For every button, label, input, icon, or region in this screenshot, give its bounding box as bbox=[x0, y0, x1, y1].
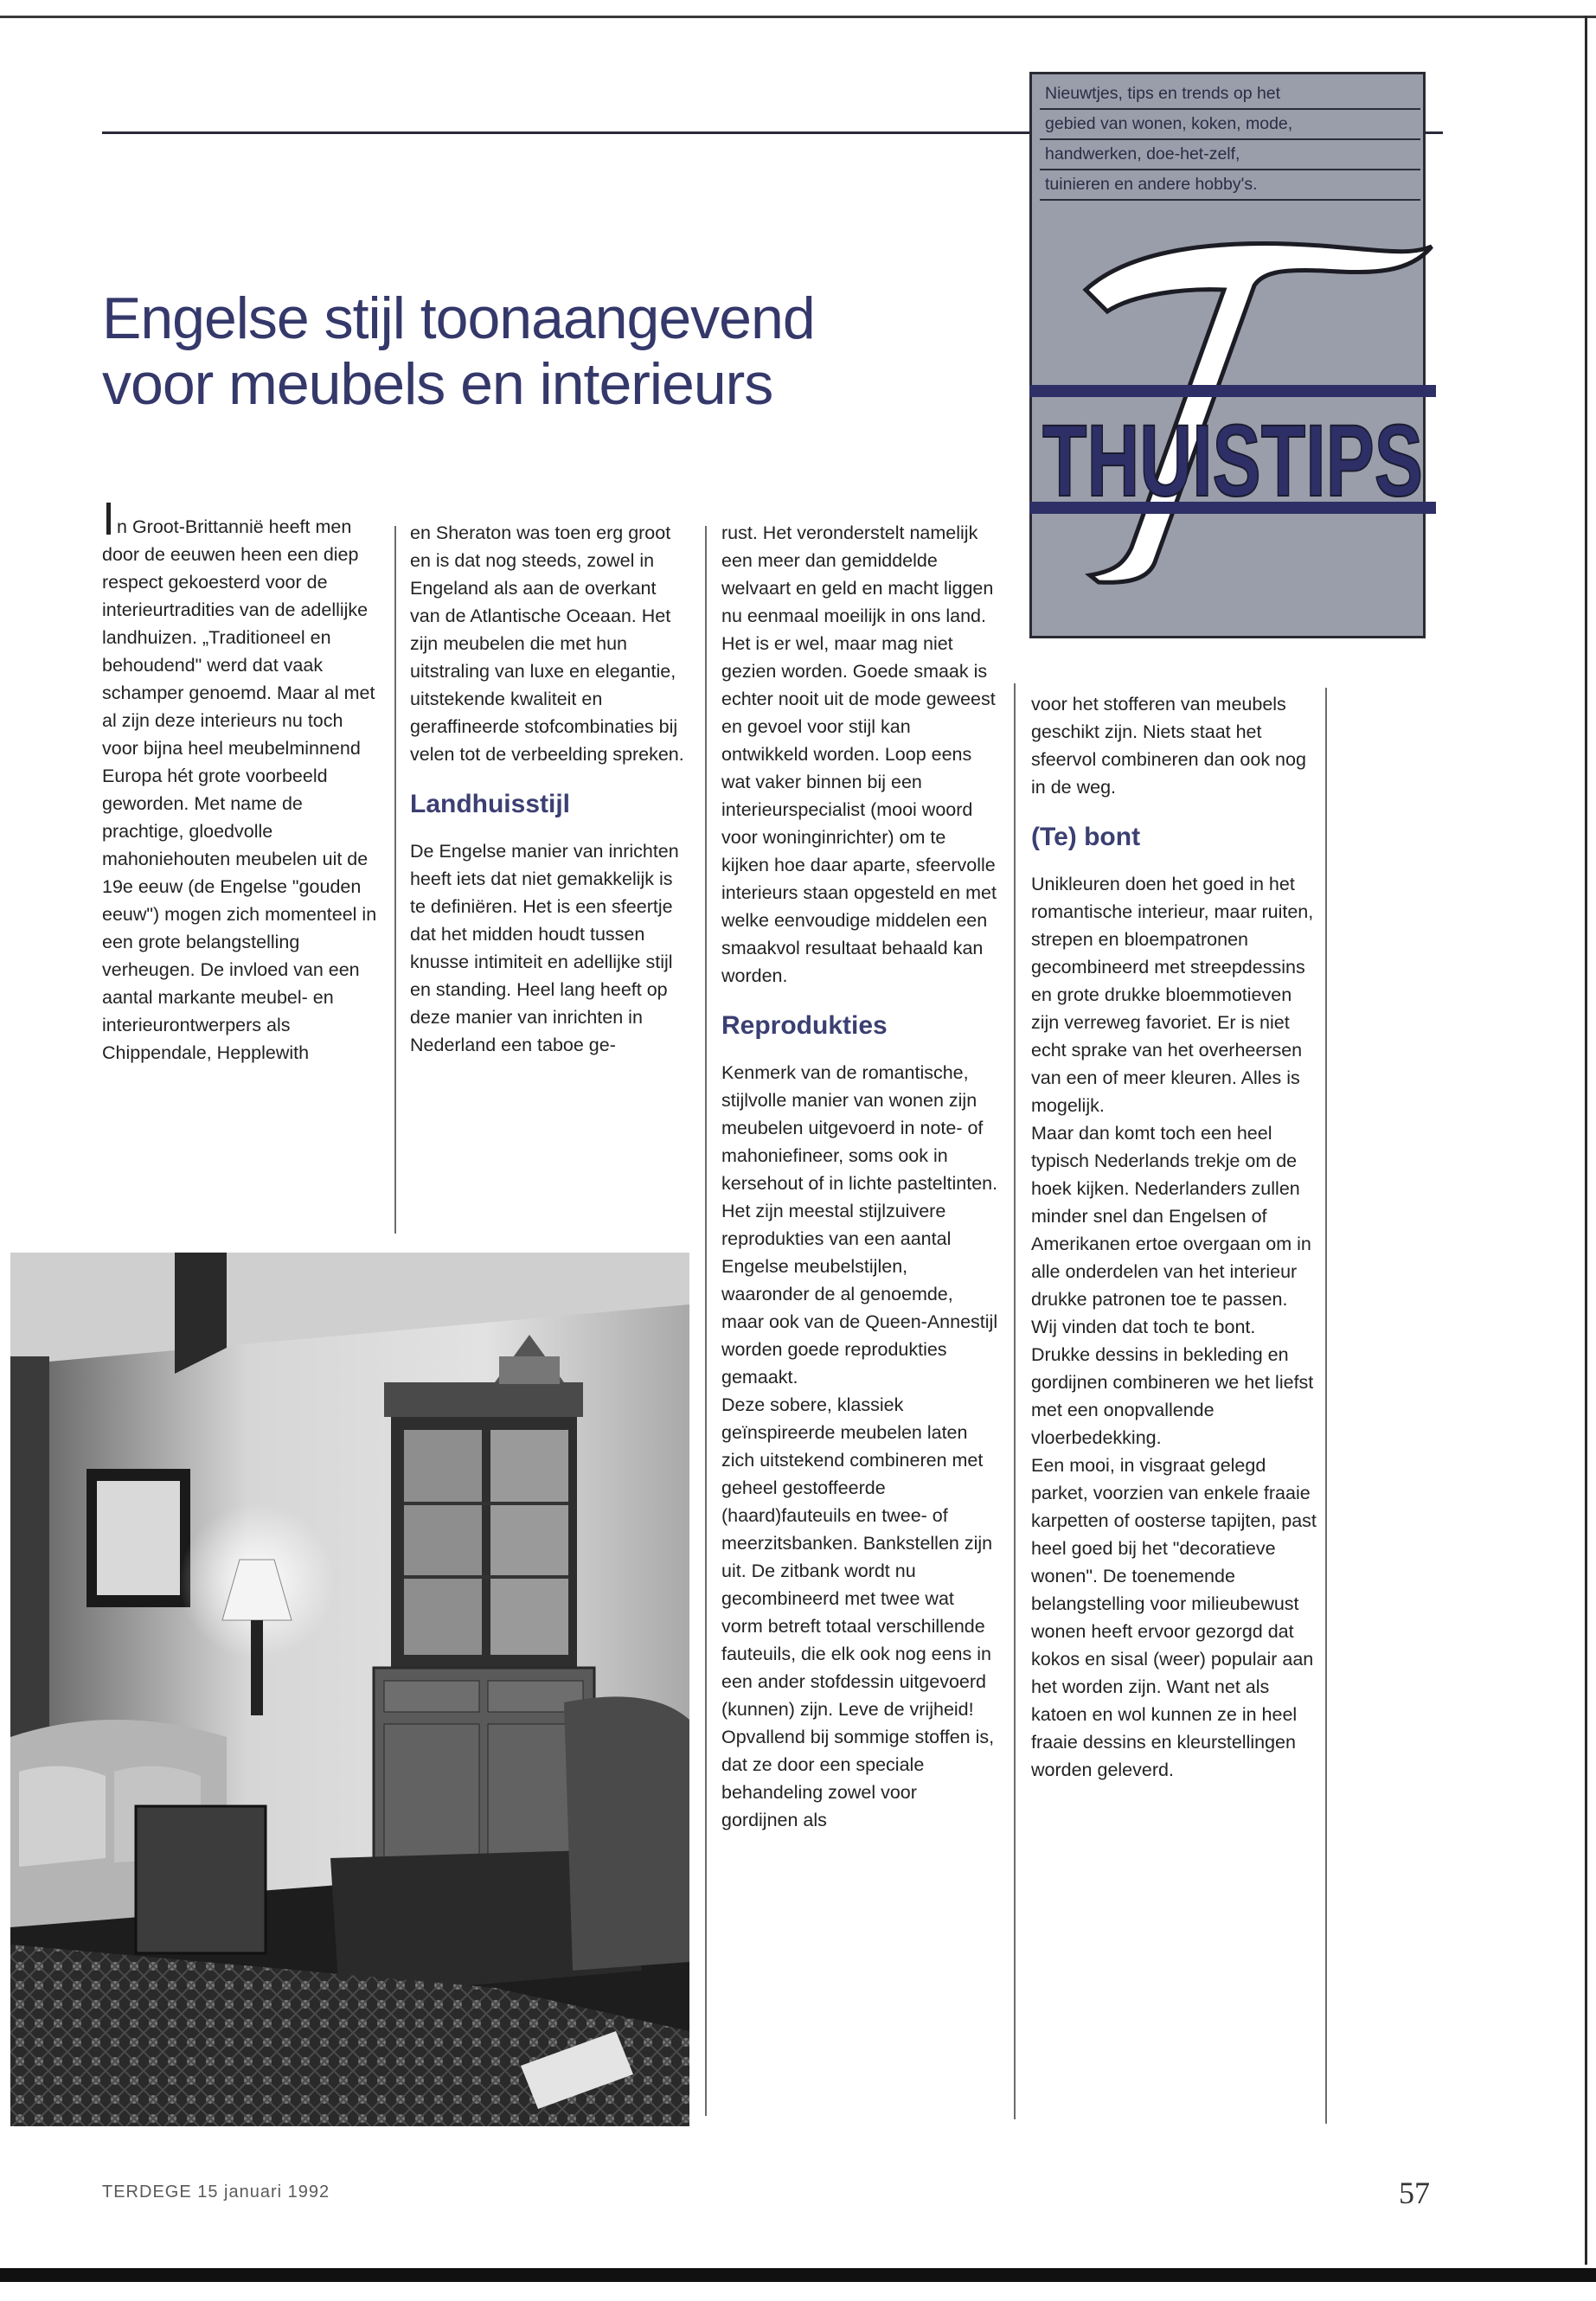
photo-cabinet-glass-right bbox=[490, 1430, 568, 1655]
drop-cap: I bbox=[102, 493, 116, 545]
photo-cabinet-crown bbox=[384, 1382, 583, 1417]
article-column-4 bbox=[1031, 690, 1317, 1784]
logo-bar-top bbox=[1029, 385, 1436, 397]
photo-picture bbox=[97, 1481, 180, 1595]
paragraph: en Sheraton was toen erg groot en is dat nog steeds, zowel in Engeland als aan de overkant van de Atlantische Oceaan. Het zijn meubelen die met hun uitstraling van luxe en elegantie, uitstekende kwaliteit en geraffineerde stofcombinaties bij velen tot de verbeelding spreken. bbox=[410, 522, 684, 765]
subheading-landhuisstijl: Landhuisstijl bbox=[410, 790, 571, 818]
paragraph: Kenmerk van de romantische, stijlvolle manier van wonen zijn meubelen uitgevoerd in note- of mahoniefineer, soms ook in kersehout of in lichte pasteltinten. Het zijn meestal stijlzuivere reprodukties van een aantal Engelse meubelstijlen, waaronder de al genoemde, maar ook van de Queen-Annestijl worden goede reprodukties gemaakt. bbox=[721, 1062, 998, 1388]
tagline-line: handwerken, doe-het-zelf, bbox=[1040, 140, 1420, 170]
photo-cabinet-drawer bbox=[384, 1681, 479, 1712]
column-rule bbox=[705, 526, 707, 2116]
tagline-line: Nieuwtjes, tips en trends op het bbox=[1040, 80, 1420, 110]
headline-line-2: voor meubels en interieurs bbox=[102, 351, 773, 417]
article-column-3 bbox=[721, 519, 998, 1834]
article-headline bbox=[102, 285, 1010, 417]
column-rule bbox=[394, 526, 396, 1234]
page-frame-bottom bbox=[0, 2268, 1596, 2282]
headline-line-1: Engelse stijl toonaangevend bbox=[102, 285, 815, 351]
tagline-line: tuinieren en andere hobby's. bbox=[1040, 170, 1420, 201]
paragraph: Een mooi, in visgraat gelegd parket, voorzien van enkele fraaie karpetten of oosterse tapijten, past heel goed bij het "decoratieve wonen". De toenemende belangstelling voor milieubewust wonen heeft ervoor gezorgd dat kokos en sisal (weer) populair aan het worden zijn. Want net als katoen en wol kunnen ze in heel fraaie dessins en kleurstellingen worden geleverd. bbox=[1031, 1455, 1317, 1780]
photo-armchair bbox=[564, 1696, 689, 1971]
tagline-line: gebied van wonen, koken, mode, bbox=[1040, 110, 1420, 140]
logo-wordmark: THUISTIPS bbox=[1042, 404, 1423, 518]
paragraph: Deze sobere, klassiek geïnspireerde meubelen laten zich uitstekend combineren met geheel gestoffeerde (haard)fauteuils en twee- of meerzitsbanken. Bankstellen zijn uit. De zitbank wordt nu gecombineerd met twee wat vorm betreft totaal verschillende fauteuils, die elk ook nog eens in een ander stofdessin uitgevoerd (kunnen) zijn. Leve de vrijheid! Opvallend bij sommige stoffen is, dat ze door een speciale behandeling zowel voor gordijnen als bbox=[721, 1394, 995, 1830]
interior-photo bbox=[10, 1253, 689, 2126]
paragraph: rust. Het veronderstelt namelijk een meer dan gemiddelde welvaart en geld en macht liggen nu eenmaal moeilijk in ons land. Het is er wel, maar mag niet gezien worden. Goede smaak is echter nooit uit de mode geweest en gevoel voor stijl kan ontwikkeld worden. Loop eens wat vaker binnen bij een interieurspecialist (mooi woord voor woninginrichter) om te kijken hoe daar aparte, sfeervolle interieurs staan opgesteld en met welke eenvoudige middelen een smaakvol resultaat behaald kan worden. bbox=[721, 522, 997, 986]
footer-publication: TERDEGE 15 januari 1992 bbox=[102, 2182, 330, 2202]
column-rule bbox=[1014, 683, 1016, 2119]
article-column-1 bbox=[102, 493, 379, 1067]
thuistips-tagline bbox=[1040, 80, 1420, 201]
page-frame-top bbox=[0, 16, 1596, 18]
photo-dollhouse bbox=[499, 1356, 560, 1384]
photo-cushion bbox=[19, 1766, 106, 1867]
subheading-te-bont: (Te) bont bbox=[1031, 823, 1141, 851]
paragraph-text: n Groot-Brittannië heeft men door de eeuwen heen een diep respect gekoesterd voor de interieurtradities van de adellijke landhuizen. „Traditioneel en behoudend" werd dat vaak schamper genoemd. Maar al met al zijn deze interieurs nu toch voor bijna heel meubelminnend Europa hét grote voorbeeld geworden. Met name de prachtige, gloedvolle mahoniehouten meubelen uit de 19e eeuw (de Engelse "gouden eeuw") mogen zich momenteel in een grote belangstelling verheugen. De invloed van een aantal markante meubel- en interieurontwerpers als Chippendale, Hepplewith bbox=[102, 516, 377, 1063]
paragraph: Unikleuren doen het goed in het romantische interieur, maar ruiten, strepen en bloempatronen gecombineerd met streepdessins en grote drukke bloemmotieven zijn verreweg favoriet. Er is niet echt sprake van het overheersen van een of meer kleuren. Alles is mogelijk. bbox=[1031, 874, 1314, 1116]
photo-lamp-base bbox=[251, 1620, 263, 1715]
column-rule bbox=[1325, 688, 1327, 2124]
page-number: 57 bbox=[1399, 2176, 1430, 2210]
article-column-2 bbox=[410, 519, 687, 1059]
subheading-reprodukties: Reprodukties bbox=[721, 1011, 888, 1040]
thuistips-logo bbox=[1003, 221, 1453, 619]
photo-chest bbox=[136, 1806, 266, 1953]
paragraph bbox=[102, 493, 379, 1067]
paragraph: De Engelse manier van inrichten heeft iets dat niet gemakkelijk is te definiëren. Het is een sfeertje dat het midden houdt tussen knusse intimiteit en adellijke stijl en standing. Heel lang heeft op deze manier van inrichten in Nederland een taboe ge- bbox=[410, 841, 679, 1055]
photo-cabinet-glass-left bbox=[404, 1430, 482, 1655]
paragraph: voor het stofferen van meubels geschikt zijn. Niets staat het sfeervol combineren dan ook nog in de weg. bbox=[1031, 694, 1306, 798]
page-frame-right bbox=[1585, 16, 1587, 2265]
paragraph: Maar dan komt toch een heel typisch Nederlands trekje om de hoek kijken. Nederlanders zullen minder snel dan Engelsen of Amerikanen ertoe overgaan om in alle onderdelen van het interieur drukke patronen toe te passen. Wij vinden dat toch te bont. Drukke dessins in bekleding en gordijnen combineren we het liefst met een onopvallende vloerbedekking. bbox=[1031, 1123, 1314, 1448]
